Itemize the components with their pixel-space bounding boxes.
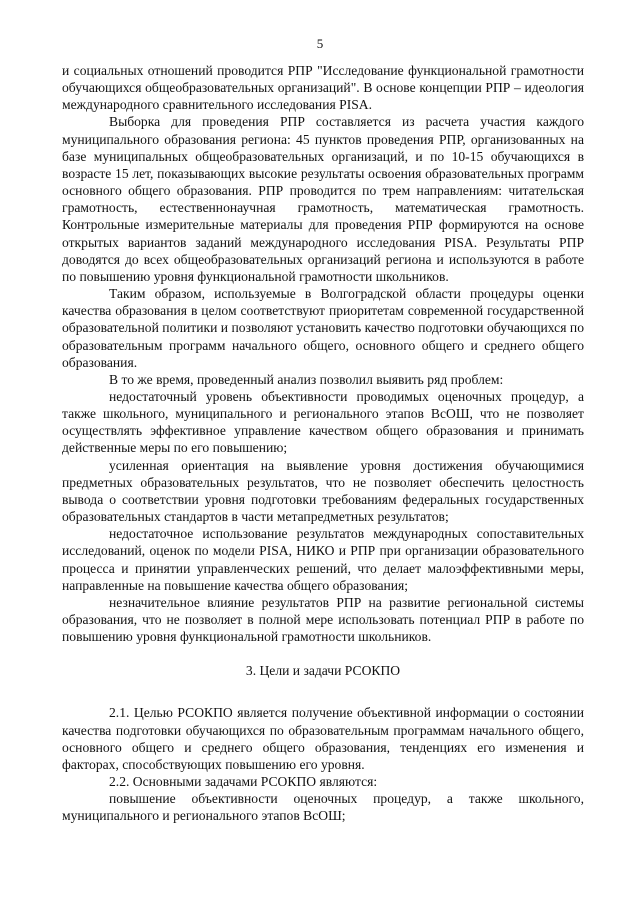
paragraph-problems-intro: В то же время, проведенный анализ позволил выявить ряд проблем: <box>109 371 504 387</box>
task-item-objectivity: повышение объективности оценочных процедур, а также школьного, муниципального и регионального этапов ВсОШ; <box>62 791 584 824</box>
paragraph-tasks-intro: 2.2. Основными задачами РСОКПО являются: <box>109 774 378 790</box>
paragraph-continuation: и социальных отношений проводится РПР "Исследование функциональной грамотности обучающихся общеобразовательных организаций". В основе концепции РПР – идеология международного сравнительного исследования PISA. <box>62 63 584 113</box>
page-number: 5 <box>316 36 324 51</box>
paragraph-goal: 2.1. Целью РСОКПО является получение объективной информации о состоянии качества подготовки обучающихся по образовательным программам начального общего, основного общего и среднего общего образования, тенденциях его изменения и факторах, способствующих повышению его уровня. <box>62 705 584 772</box>
problem-item-orientation: усиленная ориентация на выявление уровня достижения обучающимися предметных образовательных результатов, что не позволяет обеспечить целостность вывода о соответствии уровня подготовки требованиям федеральных государственных образовательных стандартов в части метапредметных результатов; <box>62 457 584 525</box>
problem-item-objectivity: недостаточный уровень объективности проводимых оценочных процедур, а также школьного, муниципального и регионального этапов ВсОШ, что не позволяет осуществлять эффективное управление качеством общего образования и принимать действенные меры по его повышению; <box>62 388 584 456</box>
document-body <box>62 62 584 825</box>
paragraph-sample: Выборка для проведения РПР составляется из расчета участия каждого муниципального образования региона: 45 пунктов проведения РПР, организованных на базе муниципальных общеобразовательных организаций, и по 10-15 обучающихся в возрасте 15 лет, показывающих высокие результаты освоения образовательных программ основного общего образования. РПР проводится по трем направлениям: читательская грамотность, естественнонаучная грамотность, математическая грамотность. Контрольные измерительные материалы для проведения РПР формируются на основе открытых вариантов заданий международного исследования PISA. Результаты РПР доводятся до всех общеобразовательных организаций региона и используются в работе по повышению уровня функциональной грамотности школьников. <box>62 114 584 284</box>
section-title: 3. Цели и задачи РСОКПО <box>245 663 401 679</box>
problem-item-international: недостаточное использование результатов международных сопоставительных исследований, оценок по модели PISA, НИКО и РПР при организации образовательного процесса и принятии управленческих решений, что делает малоэффективными меры, направленные на повышение качества общего образования; <box>62 526 584 593</box>
paragraph-conclusion: Таким образом, используемые в Волгоградской области процедуры оценки качества образования в целом соответствуют приоритетам современной государственной образовательной политики и позволяют установить качество подготовки обучающихся по образовательным программ начального общего, основного общего и среднего общего образования. <box>62 286 584 370</box>
problem-item-rpr-influence: незначительное влияние результатов РПР на развитие региональной системы образования, что не позволяет в полной мере использовать потенциал РПР в работе по повышению уровня функциональной грамотности школьников. <box>62 594 584 645</box>
